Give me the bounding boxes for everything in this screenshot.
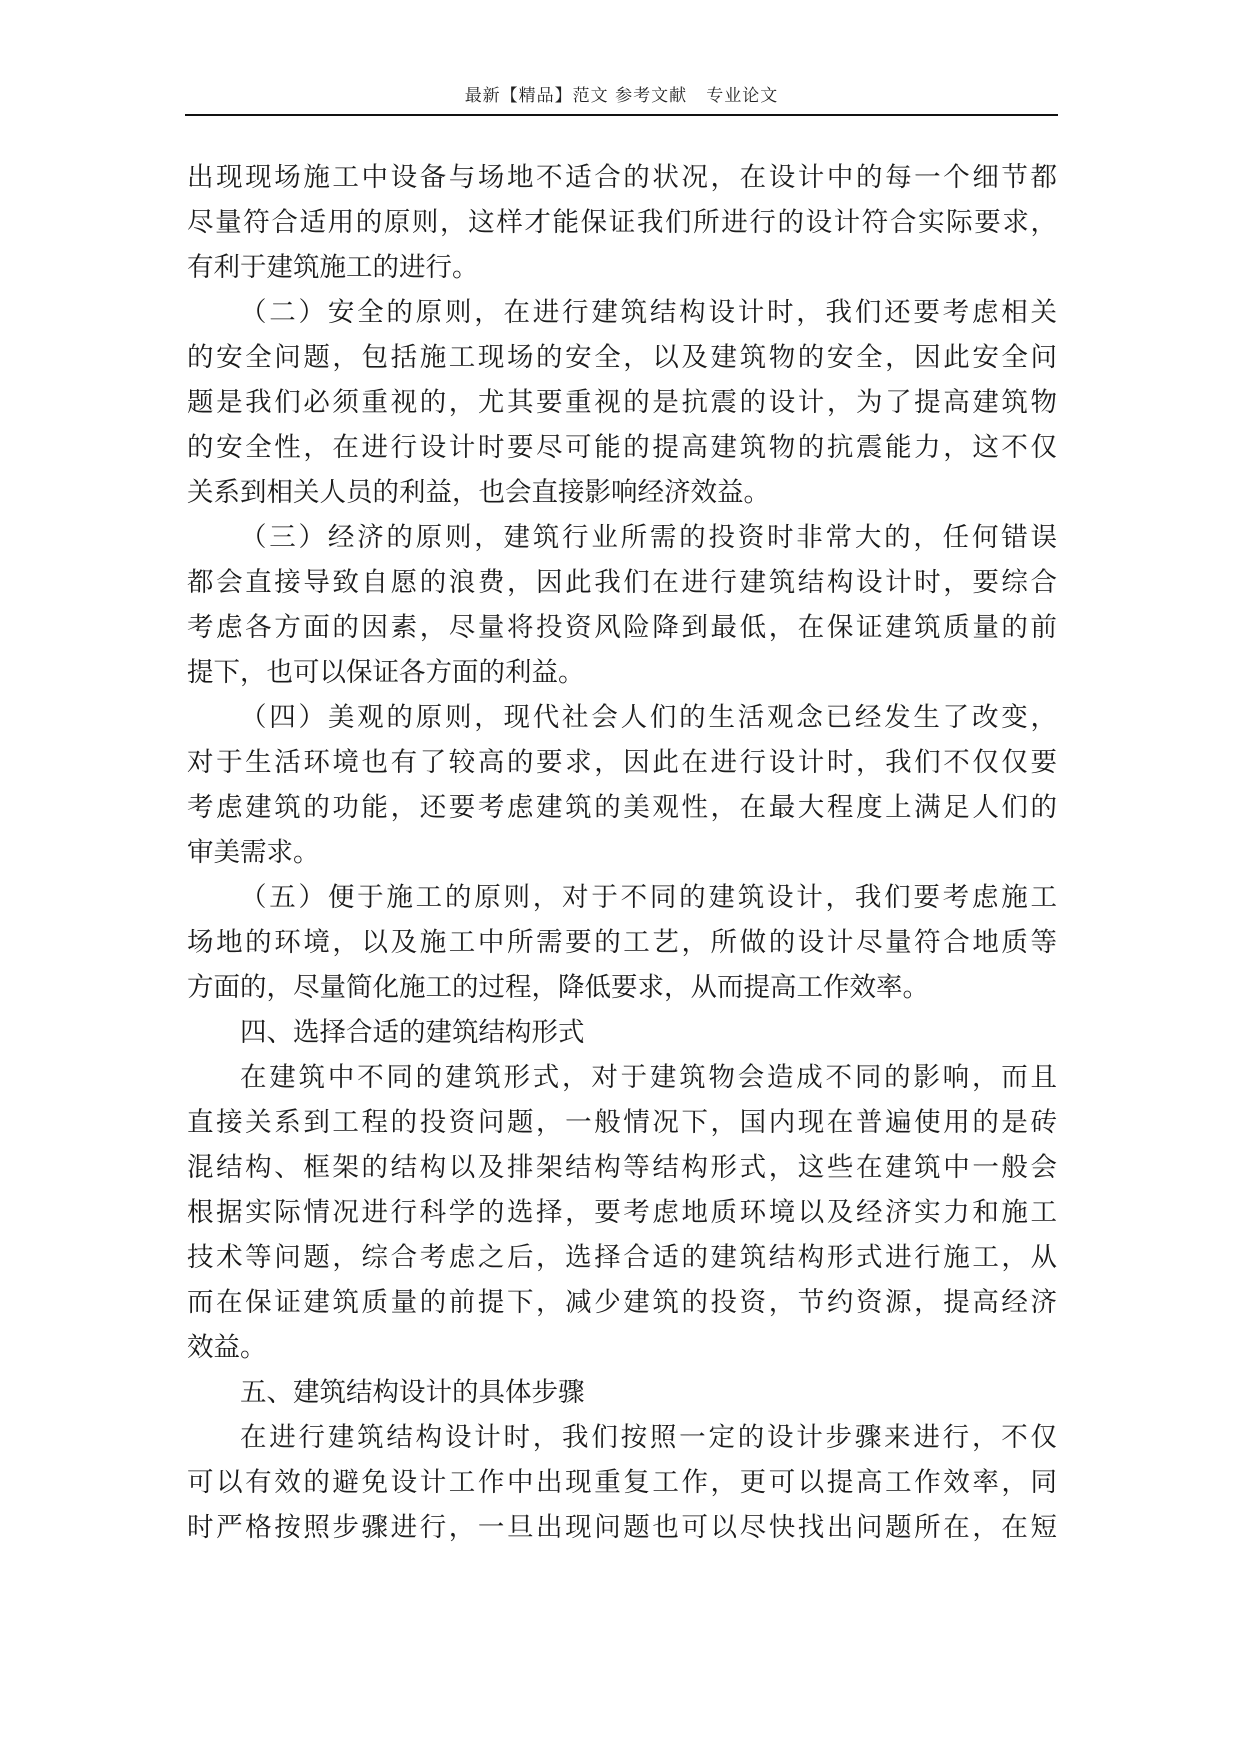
text-line: （二）安全的原则，在进行建筑结构设计时，我们还要考虑相关 [240,297,1057,328]
text-line: 五、建筑结构设计的具体步骤 [240,1377,585,1408]
text-line: 直接关系到工程的投资问题，一般情况下，国内现在普遍使用的是砖 [187,1107,1057,1138]
text-line: 尽量符合适用的原则，这样才能保证我们所进行的设计符合实际要求， [187,207,1057,238]
text-line: 考虑建筑的功能，还要考虑建筑的美观性，在最大程度上满足人们的 [187,792,1057,823]
text-line: 审美需求。 [187,837,320,868]
text-line: 方面的，尽量简化施工的过程，降低要求，从而提高工作效率。 [187,972,929,1003]
text-line: 场地的环境，以及施工中所需要的工艺，所做的设计尽量符合地质等 [187,927,1057,958]
text-line: 的安全性，在进行设计时要尽可能的提高建筑物的抗震能力，这不仅 [187,432,1057,463]
text-line: 在建筑中不同的建筑形式，对于建筑物会造成不同的影响，而且 [240,1062,1057,1093]
text-line: 对于生活环境也有了较高的要求，因此在进行设计时，我们不仅仅要 [187,747,1057,778]
text-line: 技术等问题，综合考虑之后，选择合适的建筑结构形式进行施工，从 [187,1242,1057,1273]
text-line: 考虑各方面的因素，尽量将投资风险降到最低，在保证建筑质量的前 [187,612,1057,643]
text-line: 混结构、框架的结构以及排架结构等结构形式，这些在建筑中一般会 [187,1152,1057,1183]
text-line: 而在保证建筑质量的前提下，减少建筑的投资，节约资源，提高经济 [187,1287,1057,1318]
text-line: 关系到相关人员的利益，也会直接影响经济效益。 [187,477,770,508]
page-header [185,84,1058,116]
text-line: 可以有效的避免设计工作中出现重复工作，更可以提高工作效率，同 [187,1467,1057,1498]
text-line: （四）美观的原则，现代社会人们的生活观念已经发生了改变， [240,702,1057,733]
text-line: （五）便于施工的原则，对于不同的建筑设计，我们要考虑施工 [240,882,1057,913]
text-line: （三）经济的原则，建筑行业所需的投资时非常大的，任何错误 [240,522,1057,553]
body-text [187,155,1057,1550]
text-line: 出现现场施工中设备与场地不适合的状况，在设计中的每一个细节都 [187,162,1057,193]
text-line: 有利于建筑施工的进行。 [187,252,479,283]
header-text: 最新【精品】范文 参考文献 专业论文 [464,86,779,106]
text-line: 效益。 [187,1332,267,1363]
text-line: 根据实际情况进行科学的选择，要考虑地质环境以及经济实力和施工 [187,1197,1057,1228]
text-line: 都会直接导致自愿的浪费，因此我们在进行建筑结构设计时，要综合 [187,567,1057,598]
text-line: 的安全问题，包括施工现场的安全，以及建筑物的安全，因此安全问 [187,342,1057,373]
text-line: 四、选择合适的建筑结构形式 [240,1017,585,1048]
text-line: 在进行建筑结构设计时，我们按照一定的设计步骤来进行，不仅 [240,1422,1057,1453]
text-line: 时严格按照步骤进行，一旦出现问题也可以尽快找出问题所在，在短 [187,1512,1057,1543]
text-line: 题是我们必须重视的，尤其要重视的是抗震的设计，为了提高建筑物 [187,387,1057,418]
text-line: 提下，也可以保证各方面的利益。 [187,657,585,688]
